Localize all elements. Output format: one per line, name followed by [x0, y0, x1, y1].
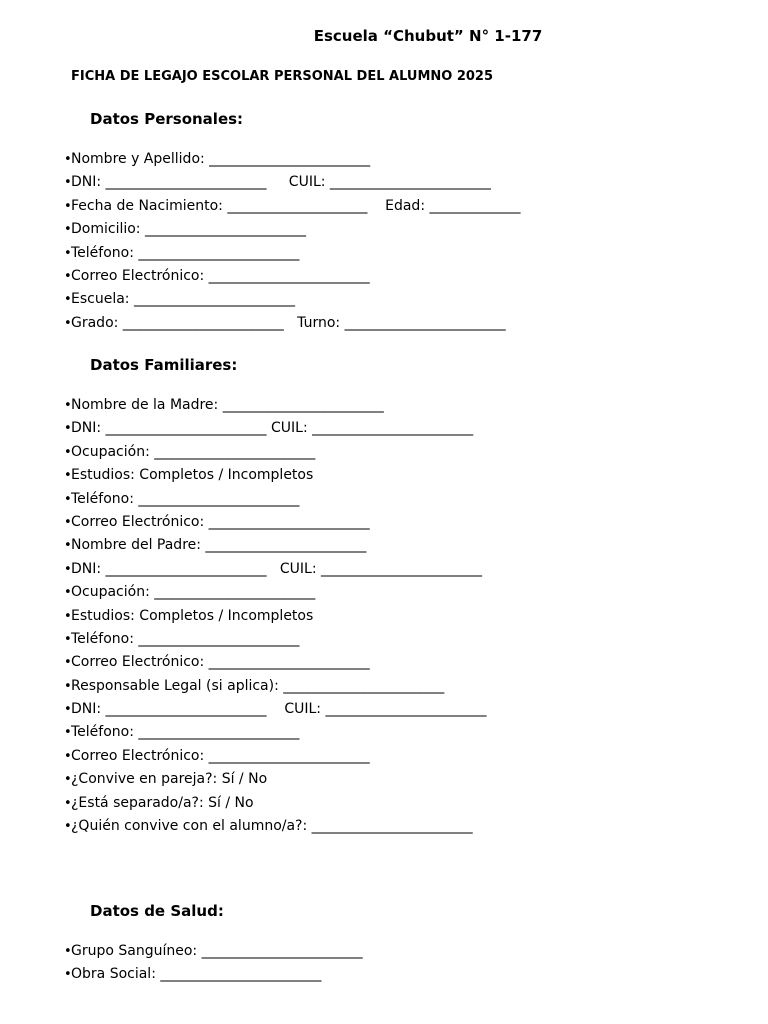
field-responsable-telefono: [64, 721, 486, 744]
bullet: •: [64, 198, 72, 214]
field-text: Correo Electrónico: _______________________: [71, 654, 370, 671]
field-text: Grupo Sanguíneo: _______________________: [71, 943, 363, 959]
bullet: •: [64, 398, 72, 413]
health-fields-list: [64, 940, 363, 987]
bullet: •: [64, 222, 72, 238]
field-convive-pareja: [64, 768, 486, 791]
field-text: DNI: _______________________ CUIL: _______________________: [71, 174, 491, 191]
field-quien-convive: [64, 815, 486, 838]
field-grupo-sanguineo: [64, 940, 363, 963]
field-nombre-madre: [64, 394, 486, 417]
bullet: •: [64, 561, 72, 577]
bullet: •: [64, 725, 72, 741]
field-text: ¿Convive en pareja?: Sí / No: [71, 771, 268, 788]
field-text: Escuela: _______________________: [71, 291, 295, 308]
field-madre-estudios: [64, 464, 486, 487]
field-separado: [64, 792, 486, 815]
bullet: •: [64, 772, 72, 788]
field-madre-ocupacion: [64, 441, 486, 464]
family-fields-list: [64, 394, 486, 838]
health-data-heading: Datos de Salud:: [90, 902, 224, 920]
bullet: •: [64, 608, 72, 624]
field-responsable-legal: [64, 675, 486, 698]
field-text: Nombre de la Madre: _______________________: [71, 397, 384, 413]
field-text: ¿Está separado/a?: Sí / No: [71, 794, 254, 811]
bullet: •: [64, 268, 72, 284]
field-text: Teléfono: _______________________: [71, 724, 300, 741]
bullet: •: [64, 944, 72, 959]
bullet: •: [64, 292, 72, 308]
bullet: •: [64, 421, 72, 437]
field-text: Teléfono: _______________________: [71, 630, 300, 647]
field-text: Nombre del Padre: _______________________: [71, 537, 367, 554]
form-title: FICHA DE LEGAJO ESCOLAR PERSONAL DEL ALUMNO 2025: [71, 69, 494, 84]
field-text: Correo Electrónico: _______________________: [71, 513, 370, 530]
field-text: Estudios: Completos / Incompletos: [71, 467, 314, 484]
field-text: Teléfono: _______________________: [71, 244, 300, 261]
bullet: •: [64, 514, 72, 530]
field-madre-dni-cuil: [64, 417, 486, 440]
field-escuela: [64, 288, 521, 311]
field-text: Ocupación: _______________________: [71, 443, 316, 460]
field-madre-correo: [64, 511, 486, 534]
field-responsable-correo: [64, 745, 486, 768]
bullet: •: [64, 152, 72, 167]
bullet: •: [64, 819, 72, 835]
field-text: Domicilio: _______________________: [71, 221, 306, 238]
bullet: •: [64, 245, 72, 261]
field-text: DNI: _______________________ CUIL: _______________________: [71, 701, 487, 718]
bullet: •: [64, 967, 72, 983]
field-correo: [64, 265, 521, 288]
field-text: DNI: _______________________ CUIL: _______________________: [71, 560, 483, 577]
field-madre-telefono: [64, 488, 486, 511]
field-text: Responsable Legal (si aplica): _______________________: [71, 677, 445, 694]
field-padre-dni-cuil: [64, 558, 486, 581]
field-text: Estudios: Completos / Incompletos: [71, 607, 314, 624]
field-text: Correo Electrónico: _______________________: [71, 267, 370, 284]
field-nombre-padre: [64, 534, 486, 557]
bullet: •: [64, 748, 72, 764]
field-telefono: [64, 242, 521, 265]
bullet: •: [64, 444, 72, 460]
field-text: ¿Quién convive con el alumno/a?: _______________________: [71, 818, 473, 835]
field-text: Grado: _______________________ Turno: _______________________: [71, 314, 506, 331]
field-nombre-apellido: [64, 148, 521, 171]
school-title: Escuela “Chubut” N° 1-177: [313, 27, 543, 45]
bullet: •: [64, 702, 72, 718]
personal-data-heading: Datos Personales:: [90, 110, 244, 128]
field-domicilio: [64, 218, 521, 241]
bullet: •: [64, 538, 72, 554]
bullet: •: [64, 585, 72, 601]
personal-fields-list: [64, 148, 521, 335]
field-padre-ocupacion: [64, 581, 486, 604]
bullet: •: [64, 795, 72, 811]
field-text: Fecha de Nacimiento: ____________________ Edad: _____________: [71, 197, 521, 214]
bullet: •: [64, 468, 72, 484]
field-text: DNI: _______________________ CUIL: _______________________: [71, 420, 474, 437]
field-text: Ocupación: _______________________: [71, 584, 316, 601]
bullet: •: [64, 491, 72, 507]
field-dni-cuil: [64, 171, 521, 194]
field-responsable-dni-cuil: [64, 698, 486, 721]
bullet: •: [64, 631, 72, 647]
family-data-heading: Datos Familiares:: [90, 356, 238, 374]
field-fecha-nacimiento-edad: [64, 195, 521, 218]
bullet: •: [64, 315, 72, 331]
field-padre-telefono: [64, 628, 486, 651]
field-text: Nombre y Apellido: _______________________: [71, 151, 371, 167]
field-text: Correo Electrónico: _______________________: [71, 747, 370, 764]
bullet: •: [64, 678, 72, 694]
field-grado-turno: [64, 312, 521, 335]
field-text: Teléfono: _______________________: [71, 490, 300, 507]
field-padre-correo: [64, 651, 486, 674]
field-text: Obra Social: _______________________: [71, 966, 322, 983]
bullet: •: [64, 175, 72, 191]
bullet: •: [64, 655, 72, 671]
field-padre-estudios: [64, 605, 486, 628]
field-obra-social: [64, 963, 363, 986]
